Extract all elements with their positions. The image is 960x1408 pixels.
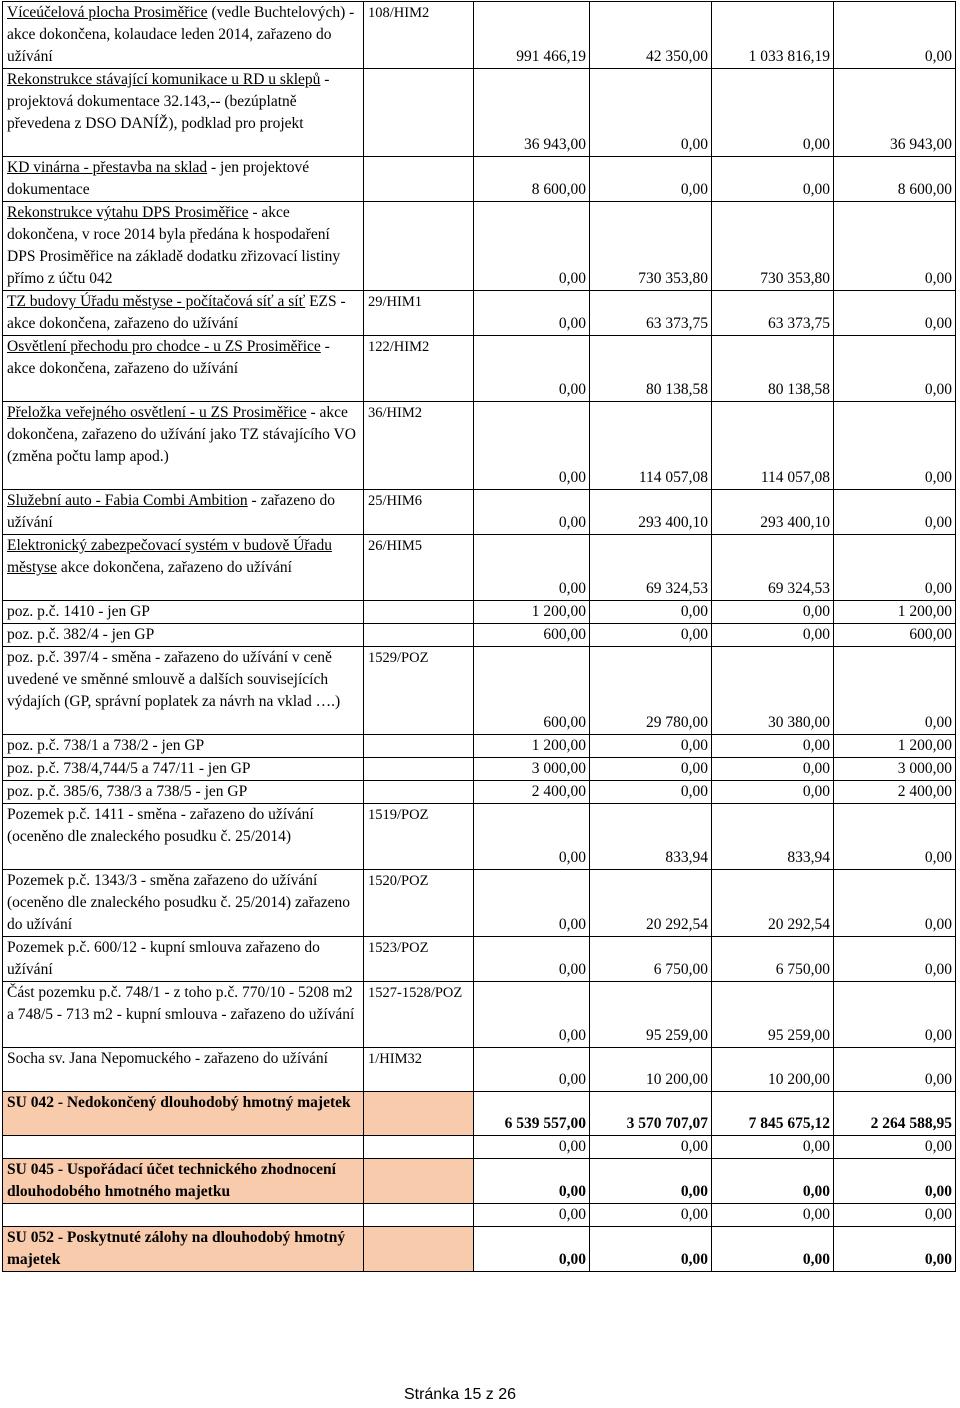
table-row: [3, 601, 956, 624]
value-cell: 80 138,58: [712, 336, 834, 402]
value-cell: 0,00: [834, 1227, 956, 1272]
value-cell: 36 943,00: [834, 69, 956, 157]
document-code: 36/HIM2: [364, 402, 474, 490]
summary-code-cell: [364, 1092, 474, 1136]
summary-pre-row: [3, 1136, 956, 1159]
row-description: [3, 982, 364, 1048]
summary-pre-row: [3, 1204, 956, 1227]
value-cell: 0,00: [474, 982, 590, 1048]
table-row: [3, 535, 956, 601]
value-cell: 293 400,10: [712, 490, 834, 535]
description-text: - projektová dokumentace 32.143,-- (bezúplatně převedena z DSO DANÍŽ), podklad pro projekt: [7, 71, 330, 132]
value-cell: 0,00: [834, 535, 956, 601]
table-row: [3, 758, 956, 781]
value-cell: 0,00: [474, 1048, 590, 1092]
value-cell: 0,00: [590, 69, 712, 157]
table-row: [3, 157, 956, 202]
table-row: [3, 937, 956, 982]
value-cell: 0,00: [834, 870, 956, 937]
description-text: - jen projektové dokumentace: [7, 159, 310, 198]
document-code: [364, 202, 474, 291]
page-footer: Stránka 15 z 26: [403, 1386, 517, 1403]
value-cell: 10 200,00: [590, 1048, 712, 1092]
value-cell: 0,00: [474, 336, 590, 402]
value-cell: 6 539 557,00: [474, 1092, 590, 1136]
value-cell: 8 600,00: [834, 157, 956, 202]
description-text: poz. p.č. 738/4,744/5 a 747/11 - jen GP: [7, 760, 251, 777]
value-cell: 95 259,00: [712, 982, 834, 1048]
value-cell: 0,00: [712, 157, 834, 202]
value-cell: 0,00: [590, 157, 712, 202]
value-cell: 730 353,80: [590, 202, 712, 291]
value-cell: 2 400,00: [834, 781, 956, 804]
value-cell: 3 000,00: [474, 758, 590, 781]
value-cell: 0,00: [590, 1136, 712, 1159]
description-text: Pozemek p.č. 1343/3 - směna zařazeno do užívání (oceněno dle znaleckého posudku č. 25/2014) zařazeno do užívání: [7, 872, 351, 933]
table-row: [3, 781, 956, 804]
value-cell: 0,00: [712, 1136, 834, 1159]
description-text: poz. p.č. 738/1 a 738/2 - jen GP: [7, 737, 205, 754]
description-text: Přeložka veřejného osvětlení - u ZS Prosiměřice: [7, 404, 307, 421]
value-cell: 6 750,00: [590, 937, 712, 982]
document-code: 1/HIM32: [364, 1048, 474, 1092]
value-cell: 0,00: [712, 735, 834, 758]
blank-cell: [364, 1136, 474, 1159]
value-cell: 0,00: [712, 69, 834, 157]
value-cell: 95 259,00: [590, 982, 712, 1048]
table-row: [3, 1048, 956, 1092]
description-text: poz. p.č. 1410 - jen GP: [7, 603, 150, 620]
value-cell: 3 000,00: [834, 758, 956, 781]
description-text: - akce dokončena, zařazeno do užívání jako TZ stávajícího VO (změna počtu lamp apod.): [7, 404, 356, 465]
description-text: - akce dokončena, zařazeno do užívání: [7, 338, 330, 377]
row-description: [3, 624, 364, 647]
value-cell: 0,00: [834, 1204, 956, 1227]
description-text: poz. p.č. 385/6, 738/3 a 738/5 - jen GP: [7, 783, 248, 800]
row-description: [3, 69, 364, 157]
value-cell: 293 400,10: [590, 490, 712, 535]
description-text: poz. p.č. 397/4 - směna - zařazeno do užívání v ceně uvedené ve směnné smlouvě a dalších souvisejících výdajích (GP, správní poplatek za návrh na vklad ….): [7, 649, 341, 710]
value-cell: 0,00: [474, 1204, 590, 1227]
value-cell: 1 033 816,19: [712, 2, 834, 69]
row-description: [3, 291, 364, 336]
summary-code-cell: [364, 1159, 474, 1204]
row-description: [3, 804, 364, 870]
document-code: [364, 69, 474, 157]
value-cell: 6 750,00: [712, 937, 834, 982]
value-cell: 1 200,00: [474, 735, 590, 758]
row-description: [3, 647, 364, 735]
value-cell: 0,00: [474, 490, 590, 535]
summary-row: [3, 1227, 956, 1272]
document-code: [364, 601, 474, 624]
value-cell: 0,00: [474, 1136, 590, 1159]
description-text: poz. p.č. 382/4 - jen GP: [7, 626, 155, 643]
description-text: Rekonstrukce výtahu DPS Prosiměřice: [7, 204, 249, 221]
value-cell: 0,00: [712, 758, 834, 781]
description-text: - zařazeno do užívání: [7, 492, 336, 531]
document-code: [364, 758, 474, 781]
value-cell: 0,00: [834, 982, 956, 1048]
description-text: Služební auto - Fabia Combi Ambition: [7, 492, 248, 509]
value-cell: 0,00: [590, 624, 712, 647]
value-cell: 991 466,19: [474, 2, 590, 69]
blank-cell: [364, 1204, 474, 1227]
summary-title: SU 052 - Poskytnuté zálohy na dlouhodobý hmotný majetek: [3, 1227, 364, 1272]
table-row: [3, 804, 956, 870]
description-text: Rekonstrukce stávající komunikace u RD u sklepů: [7, 71, 321, 88]
row-description: [3, 402, 364, 490]
summary-code-cell: [364, 1227, 474, 1272]
value-cell: 0,00: [474, 291, 590, 336]
value-cell: 730 353,80: [712, 202, 834, 291]
table-row: [3, 202, 956, 291]
value-cell: 10 200,00: [712, 1048, 834, 1092]
value-cell: 7 845 675,12: [712, 1092, 834, 1136]
value-cell: 0,00: [474, 535, 590, 601]
value-cell: 0,00: [834, 202, 956, 291]
document-code: 1519/POZ: [364, 804, 474, 870]
table-row: [3, 402, 956, 490]
description-text: Socha sv. Jana Nepomuckého - zařazeno do užívání: [7, 1050, 328, 1067]
summary-row: [3, 1159, 956, 1204]
value-cell: 0,00: [834, 336, 956, 402]
value-cell: 80 138,58: [590, 336, 712, 402]
asset-ledger-table: [2, 1, 956, 1272]
row-description: [3, 781, 364, 804]
row-description: [3, 2, 364, 69]
description-text: Víceúčelová plocha Prosiměřice: [7, 4, 208, 21]
value-cell: 20 292,54: [712, 870, 834, 937]
document-code: 122/HIM2: [364, 336, 474, 402]
value-cell: 30 380,00: [712, 647, 834, 735]
value-cell: 20 292,54: [590, 870, 712, 937]
description-text: TZ budovy Úřadu městyse - počítačová síť a síť: [7, 293, 306, 310]
value-cell: 1 200,00: [834, 735, 956, 758]
table-row: [3, 982, 956, 1048]
blank-cell: [3, 1136, 364, 1159]
value-cell: 0,00: [834, 937, 956, 982]
table-row: [3, 624, 956, 647]
value-cell: 0,00: [834, 1159, 956, 1204]
value-cell: 42 350,00: [590, 2, 712, 69]
description-text: - akce dokončena, v roce 2014 byla předána k hospodaření DPS Prosiměřice na základě dodatku zřizovací listiny přímo z účtu 042: [7, 204, 341, 287]
table-row: [3, 336, 956, 402]
value-cell: 0,00: [834, 2, 956, 69]
value-cell: 0,00: [834, 402, 956, 490]
value-cell: 0,00: [474, 1227, 590, 1272]
value-cell: 0,00: [590, 1204, 712, 1227]
value-cell: 0,00: [834, 490, 956, 535]
description-text: EZS - akce dokončena, zařazeno do užívání: [7, 293, 346, 332]
value-cell: 114 057,08: [712, 402, 834, 490]
document-code: [364, 781, 474, 804]
value-cell: 600,00: [834, 624, 956, 647]
table-row: [3, 69, 956, 157]
value-cell: 2 264 588,95: [834, 1092, 956, 1136]
value-cell: 36 943,00: [474, 69, 590, 157]
value-cell: 2 400,00: [474, 781, 590, 804]
summary-title: SU 042 - Nedokončený dlouhodobý hmotný majetek: [3, 1092, 364, 1136]
row-description: [3, 490, 364, 535]
value-cell: 0,00: [590, 601, 712, 624]
value-cell: 600,00: [474, 647, 590, 735]
value-cell: 0,00: [834, 647, 956, 735]
table-row: [3, 291, 956, 336]
row-description: [3, 535, 364, 601]
document-code: 1520/POZ: [364, 870, 474, 937]
document-code: [364, 624, 474, 647]
value-cell: 833,94: [712, 804, 834, 870]
row-description: [3, 1048, 364, 1092]
description-text: Osvětlení přechodu pro chodce - u ZS Prosiměřice: [7, 338, 321, 355]
value-cell: 0,00: [834, 291, 956, 336]
row-description: [3, 202, 364, 291]
value-cell: 69 324,53: [712, 535, 834, 601]
value-cell: 114 057,08: [590, 402, 712, 490]
value-cell: 0,00: [590, 781, 712, 804]
value-cell: 69 324,53: [590, 535, 712, 601]
table-row: [3, 735, 956, 758]
table-row: [3, 870, 956, 937]
value-cell: 0,00: [712, 1159, 834, 1204]
table-row: [3, 647, 956, 735]
value-cell: 0,00: [590, 735, 712, 758]
document-code: [364, 157, 474, 202]
value-cell: 1 200,00: [474, 601, 590, 624]
row-description: [3, 157, 364, 202]
table-row: [3, 490, 956, 535]
value-cell: 0,00: [712, 1227, 834, 1272]
value-cell: 63 373,75: [590, 291, 712, 336]
row-description: [3, 601, 364, 624]
table-row: [3, 2, 956, 69]
value-cell: 0,00: [712, 781, 834, 804]
value-cell: 0,00: [834, 1048, 956, 1092]
value-cell: 1 200,00: [834, 601, 956, 624]
value-cell: 0,00: [712, 1204, 834, 1227]
description-text: Část pozemku p.č. 748/1 - z toho p.č. 770/10 - 5208 m2 a 748/5 - 713 m2 - kupní smlouva - zařazeno do užívání: [7, 984, 355, 1023]
value-cell: 0,00: [712, 624, 834, 647]
value-cell: 0,00: [474, 804, 590, 870]
value-cell: 0,00: [834, 804, 956, 870]
value-cell: 0,00: [474, 937, 590, 982]
description-text: Pozemek p.č. 1411 - směna - zařazeno do užívání (oceněno dle znaleckého posudku č. 25/2014): [7, 806, 314, 845]
value-cell: 0,00: [474, 870, 590, 937]
document-code: 29/HIM1: [364, 291, 474, 336]
description-text: Elektronický zabezpečovací systém v budově Úřadu městyse: [7, 537, 332, 576]
value-cell: 600,00: [474, 624, 590, 647]
value-cell: 8 600,00: [474, 157, 590, 202]
value-cell: 0,00: [590, 758, 712, 781]
value-cell: 0,00: [712, 601, 834, 624]
row-description: [3, 870, 364, 937]
document-code: 25/HIM6: [364, 490, 474, 535]
value-cell: 0,00: [474, 202, 590, 291]
blank-cell: [3, 1204, 364, 1227]
document-code: 26/HIM5: [364, 535, 474, 601]
description-text: (vedle Buchtelových) - akce dokončena, kolaudace leden 2014, zařazeno do užívání: [7, 4, 355, 65]
value-cell: 29 780,00: [590, 647, 712, 735]
value-cell: 0,00: [590, 1227, 712, 1272]
document-code: 1529/POZ: [364, 647, 474, 735]
row-description: [3, 937, 364, 982]
value-cell: 63 373,75: [712, 291, 834, 336]
value-cell: 833,94: [590, 804, 712, 870]
document-code: 1527-1528/POZ: [364, 982, 474, 1048]
document-code: 1523/POZ: [364, 937, 474, 982]
ledger-body: [3, 2, 956, 1272]
value-cell: 0,00: [474, 402, 590, 490]
summary-row: [3, 1092, 956, 1136]
description-text: Pozemek p.č. 600/12 - kupní smlouva zařazeno do užívání: [7, 939, 320, 978]
description-text: akce dokončena, zařazeno do užívání: [56, 559, 292, 576]
value-cell: 0,00: [834, 1136, 956, 1159]
row-description: [3, 336, 364, 402]
row-description: [3, 758, 364, 781]
row-description: [3, 735, 364, 758]
document-code: [364, 735, 474, 758]
value-cell: 0,00: [590, 1159, 712, 1204]
description-text: KD vinárna - přestavba na sklad: [7, 159, 208, 176]
summary-title: SU 045 - Uspořádací účet technického zhodnocení dlouhodobého hmotného majetku: [3, 1159, 364, 1204]
document-code: 108/HIM2: [364, 2, 474, 69]
value-cell: 3 570 707,07: [590, 1092, 712, 1136]
value-cell: 0,00: [474, 1159, 590, 1204]
